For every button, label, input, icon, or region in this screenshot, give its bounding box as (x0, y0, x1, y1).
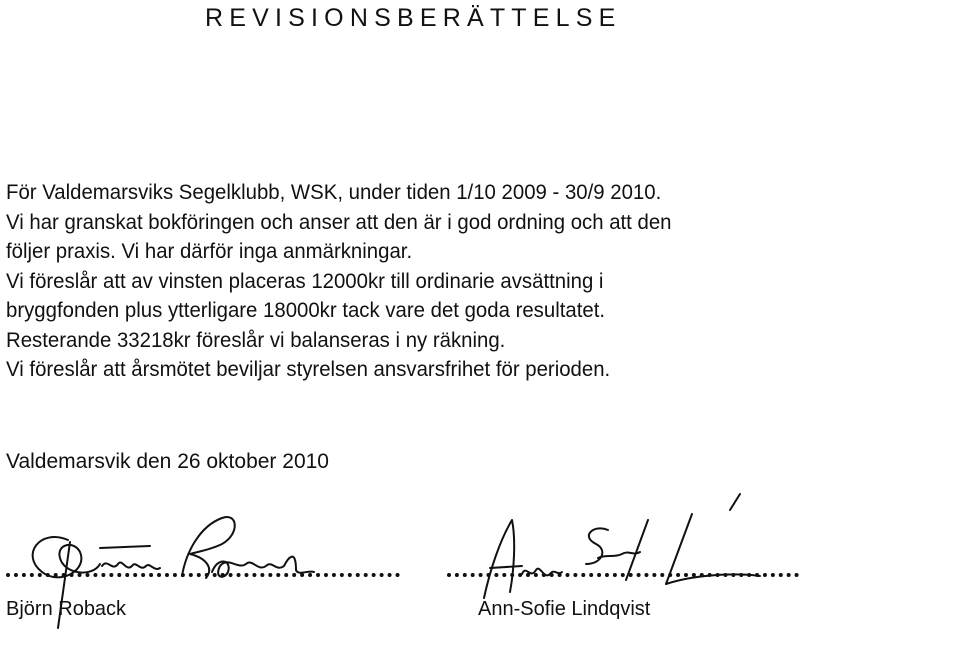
body-line: Vi föreslår att årsmötet beviljar styrelsen ansvarsfrihet för perioden. (6, 358, 611, 381)
body-line: följer praxis. Vi har därför inga anmärkningar. (6, 240, 413, 263)
signature-right-text: Ann-Sofie Lindqvist (430, 480, 440, 481)
body-line: bryggfonden plus ytterligare 18000kr tack vare det goda resultatet. (6, 299, 606, 322)
body-line: Vi har granskat bokföringen och anser att den är i god ordning och att den (6, 210, 672, 234)
signer-name-right: Ann-Sofie Lindqvist (478, 598, 651, 620)
place-date: Valdemarsvik den 26 oktober 2010 (6, 450, 329, 473)
document-title: REVISIONSBERÄTTELSE (205, 4, 622, 32)
body-line: För Valdemarsviks Segelklubb, WSK, under tiden 1/10 2009 - 30/9 2010. (6, 181, 662, 204)
body-line: Vi föreslår att av vinsten placeras 12000kr till ordinarie avsättning i (6, 269, 604, 293)
document-body (6, 178, 928, 385)
signature-left-text: Björn Roback (0, 500, 7, 501)
signature-line-left (6, 567, 400, 577)
signature-line-right (447, 567, 799, 577)
body-line: Resterande 33218kr föreslår vi balanseras i ny räkning. (6, 328, 506, 352)
signer-name-left: Björn Roback (6, 598, 127, 620)
